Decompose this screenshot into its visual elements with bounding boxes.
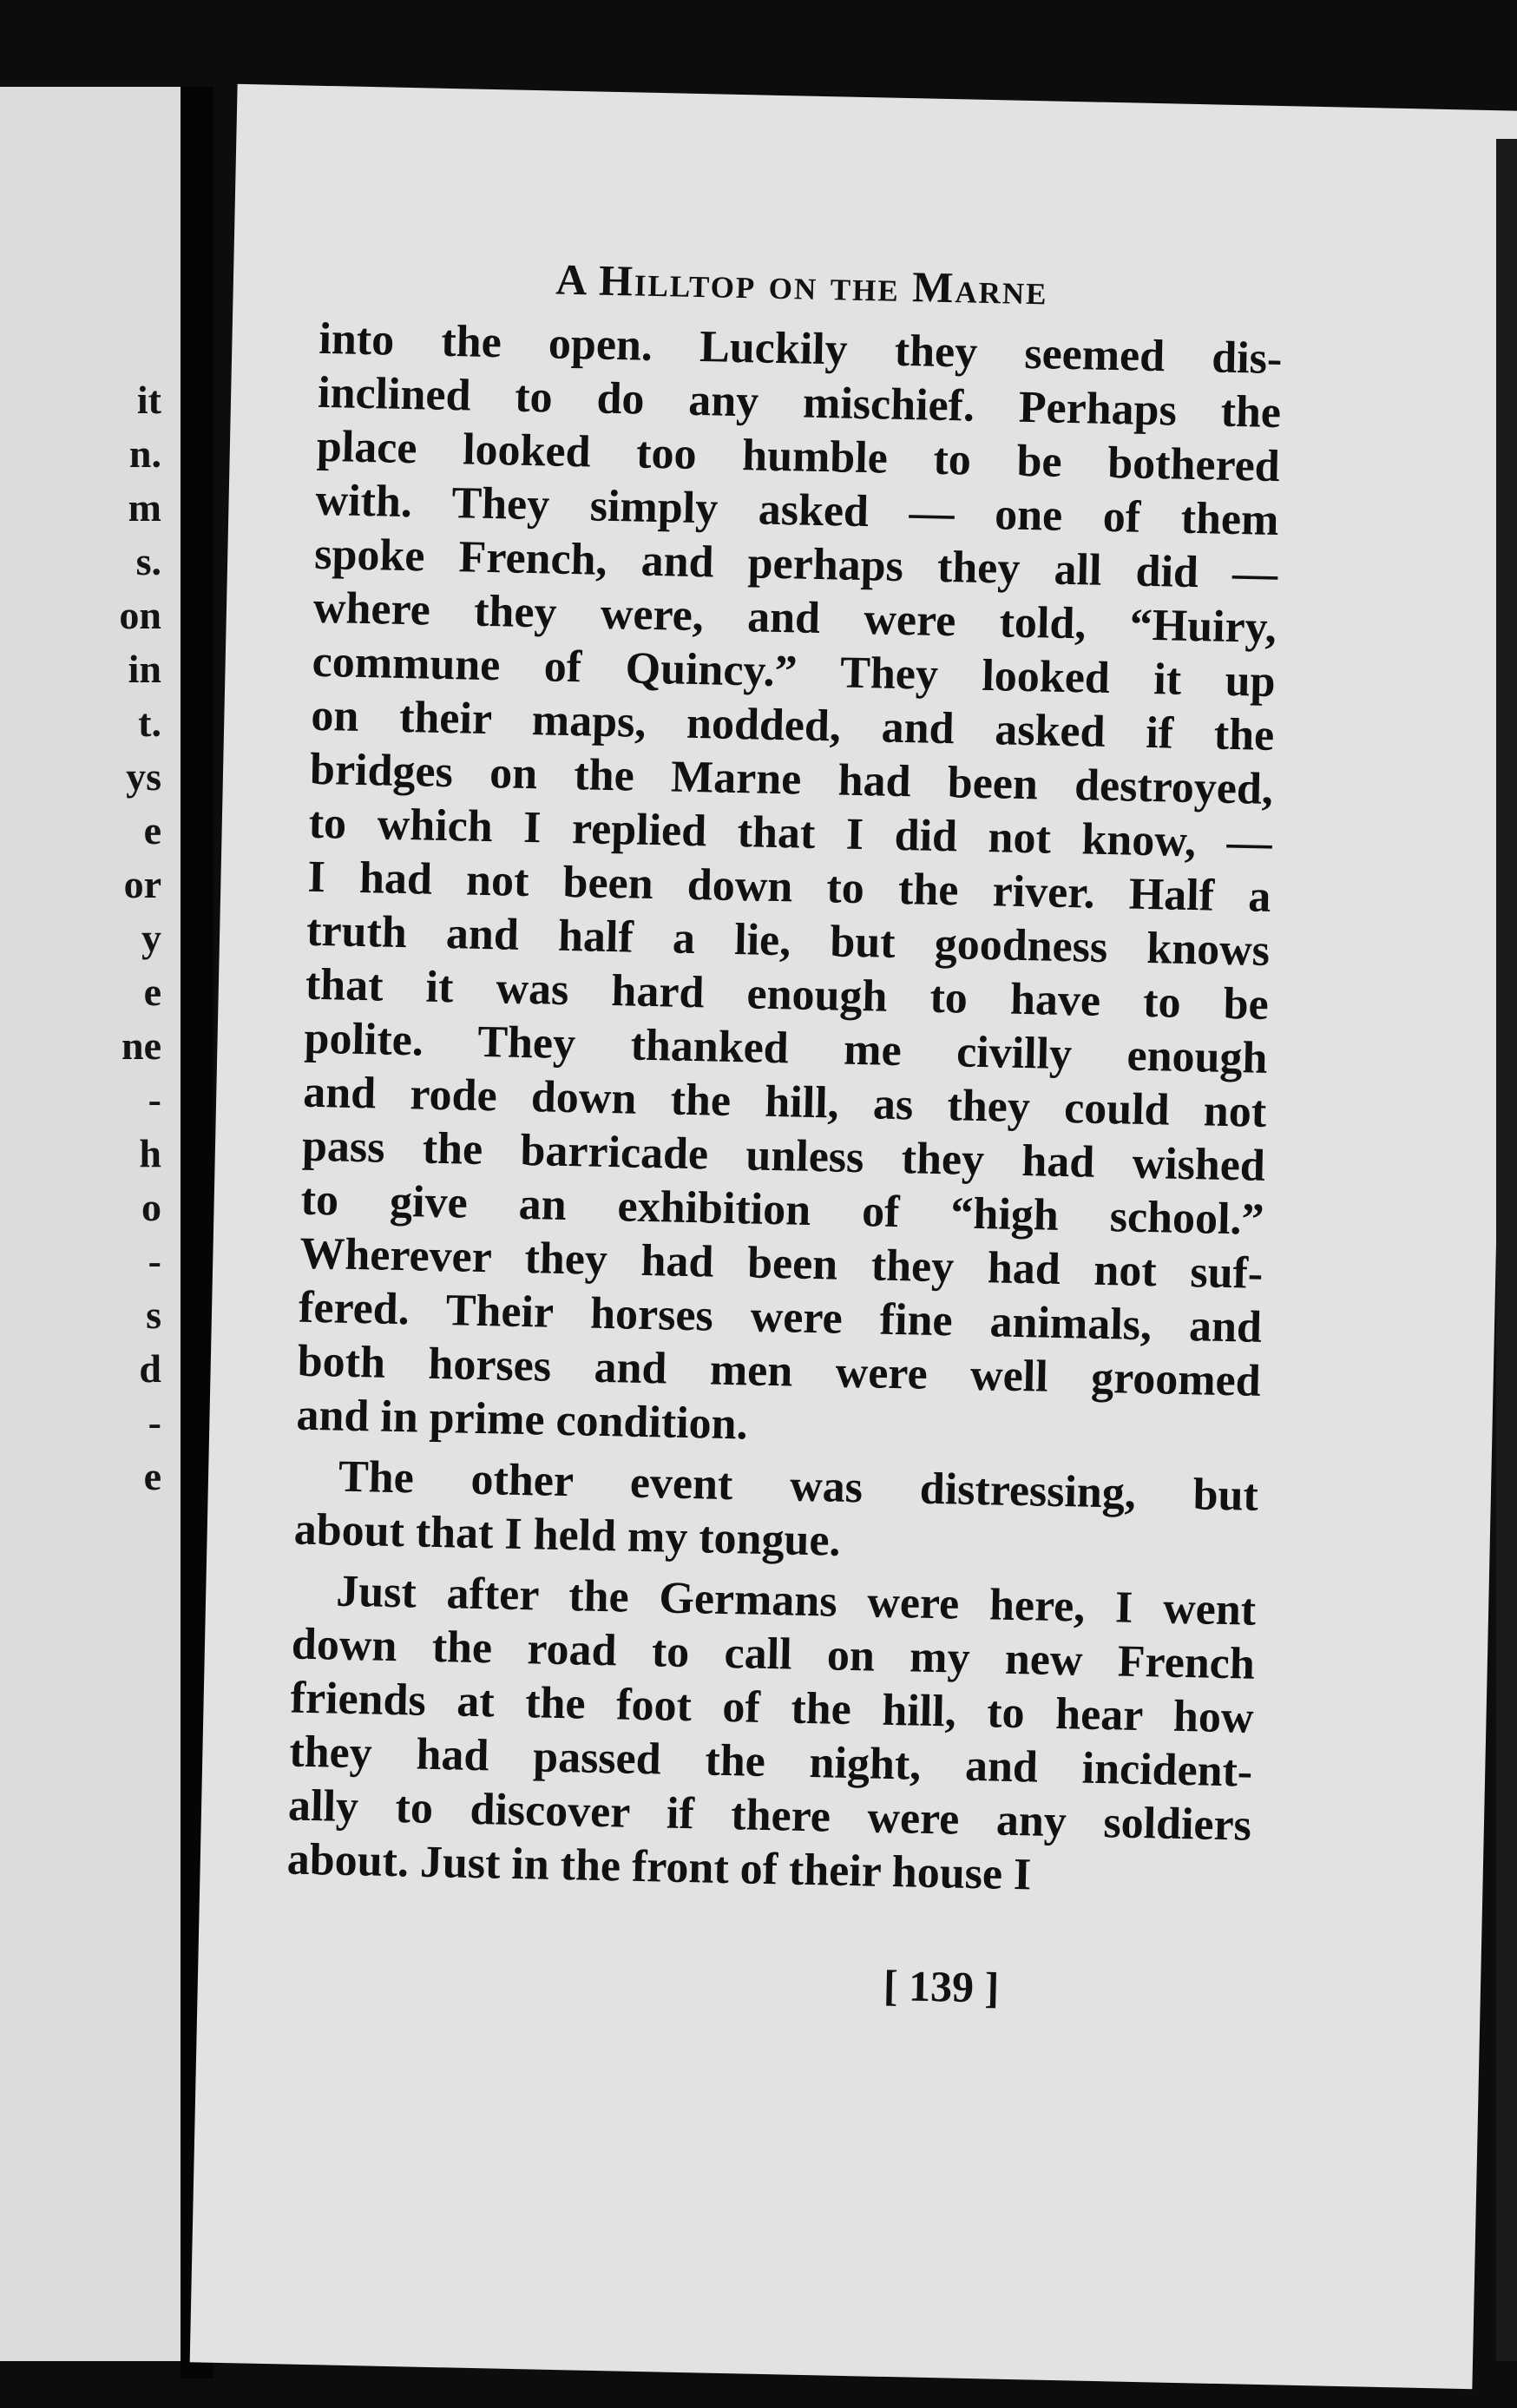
- paragraph: [293, 1450, 1258, 1577]
- text-line: The other event was distressing, but: [338, 1451, 1259, 1521]
- paragraph: [296, 313, 1283, 1463]
- text-line: truth and half a lie, but goodness knows: [305, 905, 1271, 976]
- text-line: and rode down the hill, as they could not: [302, 1067, 1267, 1137]
- left-page-fragment: -: [148, 1400, 161, 1444]
- left-page-fragment: s.: [135, 539, 161, 583]
- text-line: and in prime condition.: [295, 1390, 749, 1450]
- text-line: about. Just in the front of their house I: [286, 1834, 1032, 1900]
- left-page-fragment: o: [141, 1185, 161, 1229]
- left-page-fragment: or: [123, 862, 161, 906]
- running-head: A Hilltop on the Marne: [555, 254, 1049, 314]
- body-text: [286, 313, 1283, 1907]
- left-page-fragment: ys: [126, 754, 161, 799]
- text-line: bridges on the Marne had been destroyed,: [309, 744, 1274, 814]
- text-line: commune of Quincy.” They looked it up: [312, 636, 1277, 707]
- left-page-fragment: e: [143, 808, 161, 852]
- text-line: spoke French, and perhaps they all did —: [313, 529, 1278, 600]
- text-line: polite. They thanked me civilly enough: [304, 1013, 1268, 1083]
- text-line: ally to discover if there were any soldiers: [287, 1780, 1252, 1851]
- text-line: Wherever they had been they had not suf-: [299, 1228, 1264, 1299]
- text-line: they had passed the night, and incident-: [288, 1727, 1253, 1797]
- text-line: where they were, and were told, “Huiry,: [312, 582, 1277, 654]
- left-page-fragment: n.: [128, 431, 161, 476]
- text-line: with. They simply asked — one of them: [315, 475, 1279, 546]
- left-page-fragment: h: [139, 1131, 161, 1175]
- text-line: down the road to call on my new French: [291, 1619, 1256, 1689]
- text-line: inclined to do any mischief. Perhaps the: [317, 367, 1282, 438]
- left-page-fragment: e: [143, 1454, 161, 1498]
- paragraph: [286, 1564, 1257, 1907]
- left-page-fragment: t.: [138, 701, 161, 745]
- page-text-block: [286, 247, 1284, 1914]
- text-line: into the open. Luckily they seemed dis-: [318, 313, 1283, 385]
- left-page-fragment: it: [136, 378, 161, 422]
- left-page-fragment: m: [128, 485, 161, 530]
- page-edge-shadow: [1496, 139, 1517, 2361]
- left-page-fragment: -: [148, 1239, 161, 1283]
- text-line: place looked too humble to be bothered: [316, 421, 1281, 492]
- text-line: to which I replied that I did not know, —: [308, 798, 1273, 868]
- text-line: I had not been down to the river. Half a: [306, 852, 1271, 922]
- left-page-fragment: on: [119, 593, 161, 637]
- left-page: [0, 87, 181, 2361]
- text-line: about that I held my tongue.: [293, 1504, 842, 1566]
- left-page-fragment: y: [141, 916, 161, 960]
- left-page-fragment: -: [148, 1077, 161, 1122]
- text-line: Just after the Germans were here, I went: [335, 1566, 1257, 1635]
- left-page-text-fragments: [0, 373, 181, 1503]
- text-line: to give an exhibition of “high school.”: [300, 1174, 1265, 1245]
- page-number: [ 139 ]: [883, 1960, 1000, 2012]
- left-page-fragment: s: [146, 1293, 161, 1337]
- text-line: friends at the foot of the hill, to hear how: [290, 1673, 1255, 1743]
- text-line: on their maps, nodded, and asked if the: [310, 690, 1275, 760]
- right-page: [190, 84, 1517, 2389]
- left-page-fragment: e: [143, 970, 161, 1014]
- left-page-fragment: ne: [121, 1023, 161, 1068]
- left-page-fragment: in: [128, 647, 161, 691]
- text-line: pass the barricade unless they had wished: [301, 1121, 1266, 1191]
- text-line: fered. Their horses were fine animals, and: [298, 1282, 1263, 1352]
- text-line: that it was hard enough to have to be: [305, 959, 1270, 1030]
- left-page-fragment: d: [139, 1346, 161, 1391]
- text-line: both horses and men were well groomed: [297, 1336, 1262, 1406]
